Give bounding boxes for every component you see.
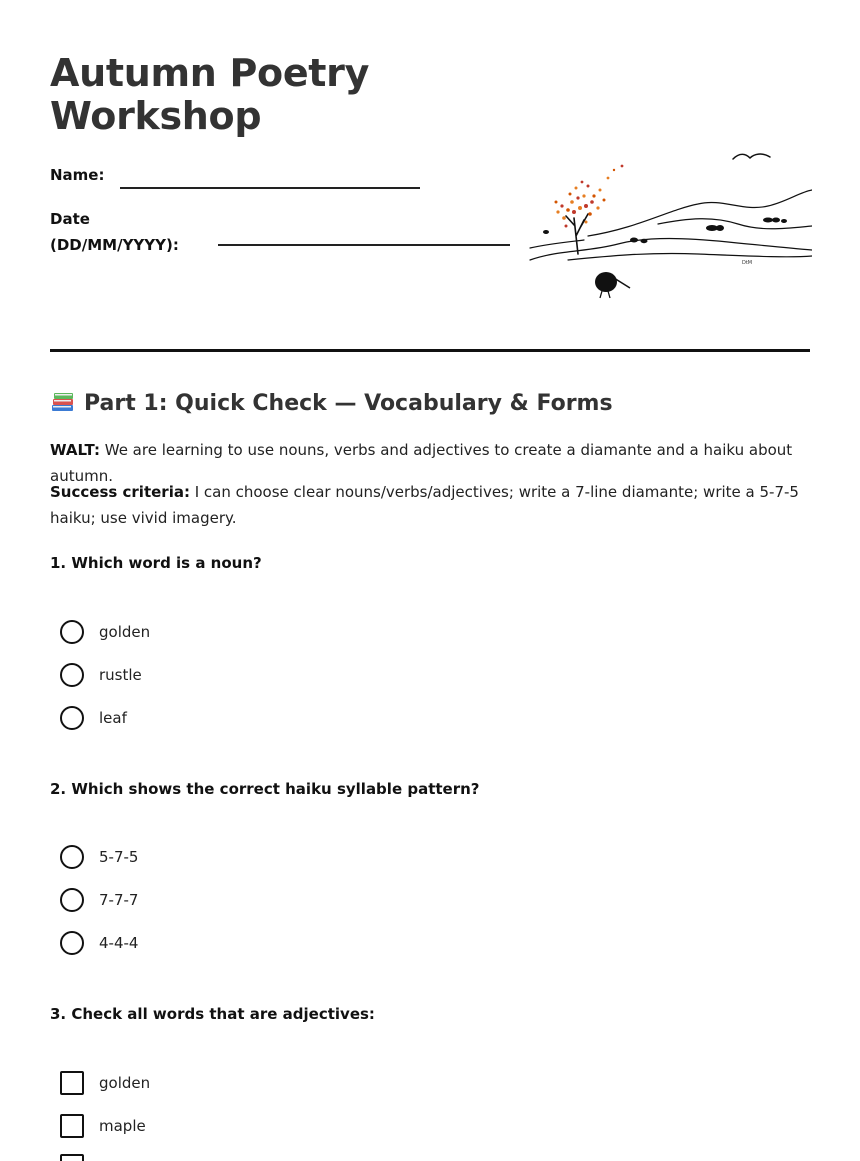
radio-button[interactable]: [60, 845, 84, 869]
question-2-option-1[interactable]: [60, 844, 138, 870]
option-label: leaf: [99, 709, 127, 727]
part1-heading-text: Part 1: Quick Check — Vocabulary & Forms: [84, 391, 613, 416]
question-2-option-3[interactable]: [60, 930, 138, 956]
question-3: 3. Check all words that are adjectives:: [50, 1005, 375, 1023]
option-label: golden: [99, 623, 151, 641]
success-criteria-label: Success criteria:: [50, 483, 190, 501]
date-label-line-1: Date: [50, 210, 90, 228]
success-criteria-text: I can choose clear nouns/verbs/adjectives; write a 7-line diamante; write a 5-7-5 haiku; use vivid imagery.: [50, 483, 799, 527]
question-3-option-3-partial[interactable]: [60, 1154, 99, 1161]
walt-text: We are learning to use nouns, verbs and adjectives to create a diamante and a haiku about autumn.: [50, 441, 793, 485]
illustration-signature: DtM: [742, 260, 753, 266]
title-line-1: Autumn Poetry: [50, 51, 370, 95]
radio-button[interactable]: [60, 663, 84, 687]
question-3-option-1[interactable]: [60, 1070, 150, 1096]
question-2-option-2[interactable]: [60, 887, 138, 913]
question-3-option-2[interactable]: [60, 1113, 146, 1139]
part1-heading: [50, 388, 613, 420]
checkbox[interactable]: [60, 1154, 84, 1161]
question-1: 1. Which word is a noun?: [50, 554, 262, 572]
option-label: rustle: [99, 666, 142, 684]
tree-foliage: [555, 165, 624, 228]
name-label: Name:: [50, 166, 105, 184]
option-label: 4-4-4: [99, 934, 139, 952]
date-label: [50, 206, 179, 258]
option-label: golden: [99, 1074, 151, 1092]
checkbox[interactable]: [60, 1071, 84, 1095]
title-line-2: Workshop: [50, 94, 262, 138]
checkbox[interactable]: [60, 1114, 84, 1138]
date-label-line-2: (DD/MM/YYYY):: [50, 236, 179, 254]
question-1-option-2[interactable]: [60, 662, 142, 688]
kiwi-bird-icon: [595, 272, 630, 298]
date-field[interactable]: [218, 244, 510, 246]
radio-button[interactable]: [60, 888, 84, 912]
autumn-landscape-illustration: [528, 140, 812, 302]
radio-button[interactable]: [60, 931, 84, 955]
success-criteria: [50, 479, 810, 531]
option-label: 7-7-7: [99, 891, 139, 909]
walt-label: WALT:: [50, 441, 100, 459]
radio-button[interactable]: [60, 706, 84, 730]
books-icon: [50, 389, 76, 413]
question-1-option-1[interactable]: [60, 619, 150, 645]
option-label: maple: [99, 1117, 146, 1135]
question-2: 2. Which shows the correct haiku syllable pattern?: [50, 780, 480, 798]
name-field[interactable]: [120, 187, 420, 189]
page-title: [50, 52, 369, 138]
radio-button[interactable]: [60, 620, 84, 644]
section-divider: [50, 349, 810, 352]
option-label: 5-7-5: [99, 848, 139, 866]
question-1-option-3[interactable]: [60, 705, 127, 731]
